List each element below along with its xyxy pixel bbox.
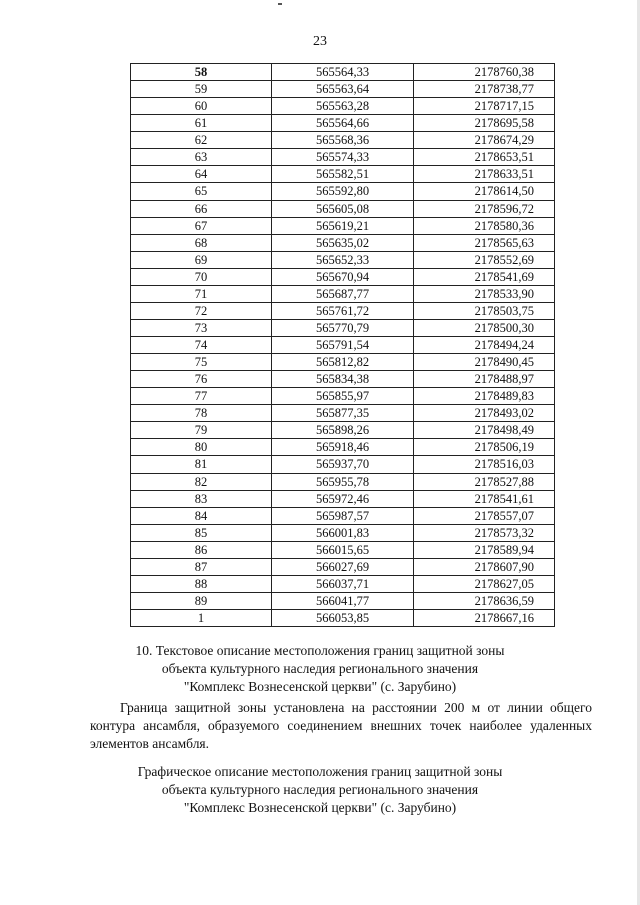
table-row	[131, 319, 555, 336]
table-row	[131, 575, 555, 592]
x-coordinate-cell: 565918,46	[272, 439, 414, 456]
x-coordinate-cell: 565574,33	[272, 149, 414, 166]
y-coordinate-cell: 2178573,32	[414, 524, 555, 541]
point-number-cell: 87	[131, 558, 272, 575]
x-coordinate-cell: 566015,65	[272, 541, 414, 558]
x-coordinate-cell: 565987,57	[272, 507, 414, 524]
x-coordinate-cell: 565619,21	[272, 217, 414, 234]
table-row	[131, 456, 555, 473]
point-number-cell: 73	[131, 319, 272, 336]
point-number-cell: 80	[131, 439, 272, 456]
table-row	[131, 490, 555, 507]
section-10-body: Граница защитной зоны установлена на расстоянии 200 м от линии общего контура ансамбля, образуемого соединением внешних точек наиболее удаленных элементов ансамбля.	[90, 700, 592, 751]
y-coordinate-cell: 2178674,29	[414, 132, 555, 149]
table-row	[131, 337, 555, 354]
table-row	[131, 268, 555, 285]
point-number-cell: 86	[131, 541, 272, 558]
x-coordinate-cell: 565761,72	[272, 302, 414, 319]
x-coordinate-cell: 565855,97	[272, 388, 414, 405]
point-number-cell: 70	[131, 268, 272, 285]
y-coordinate-cell: 2178738,77	[414, 81, 555, 98]
x-coordinate-cell: 566041,77	[272, 592, 414, 609]
table-row	[131, 234, 555, 251]
x-coordinate-cell: 566001,83	[272, 524, 414, 541]
point-number-cell: 60	[131, 98, 272, 115]
x-coordinate-cell: 565898,26	[272, 422, 414, 439]
x-coordinate-cell: 565635,02	[272, 234, 414, 251]
y-coordinate-cell: 2178498,49	[414, 422, 555, 439]
table-row	[131, 217, 555, 234]
point-number-cell: 65	[131, 183, 272, 200]
table-row	[131, 610, 555, 627]
point-number-cell: 59	[131, 81, 272, 98]
table-row	[131, 507, 555, 524]
point-number-cell: 61	[131, 115, 272, 132]
y-coordinate-cell: 2178500,30	[414, 319, 555, 336]
point-number-cell: 74	[131, 337, 272, 354]
point-number-cell: 85	[131, 524, 272, 541]
y-coordinate-cell: 2178565,63	[414, 234, 555, 251]
x-coordinate-cell: 566037,71	[272, 575, 414, 592]
point-number-cell: 68	[131, 234, 272, 251]
y-coordinate-cell: 2178494,24	[414, 337, 555, 354]
table-row	[131, 285, 555, 302]
graphic-title-line: объекта культурного наследия регионального значения	[161, 782, 479, 797]
point-number-cell: 62	[131, 132, 272, 149]
y-coordinate-cell: 2178695,58	[414, 115, 555, 132]
y-coordinate-cell: 2178527,88	[414, 473, 555, 490]
table-row	[131, 371, 555, 388]
section-10-title-line: объекта культурного наследия регионального значения	[161, 661, 479, 676]
point-number-cell: 79	[131, 422, 272, 439]
table-row	[131, 149, 555, 166]
point-number-cell: 66	[131, 200, 272, 217]
x-coordinate-cell: 565582,51	[272, 166, 414, 183]
table-row	[131, 541, 555, 558]
y-coordinate-cell: 2178653,51	[414, 149, 555, 166]
point-number-cell: 69	[131, 251, 272, 268]
point-number-cell: 76	[131, 371, 272, 388]
x-coordinate-cell: 565563,64	[272, 81, 414, 98]
y-coordinate-cell: 2178503,75	[414, 302, 555, 319]
y-coordinate-cell: 2178489,83	[414, 388, 555, 405]
table-row	[131, 405, 555, 422]
table-row	[131, 388, 555, 405]
table-row	[131, 132, 555, 149]
coordinates-table-body	[131, 64, 555, 627]
table-row	[131, 166, 555, 183]
y-coordinate-cell: 2178667,16	[414, 610, 555, 627]
point-number-cell: 67	[131, 217, 272, 234]
table-row	[131, 64, 555, 81]
y-coordinate-cell: 2178557,07	[414, 507, 555, 524]
table-row	[131, 81, 555, 98]
x-coordinate-cell: 565564,33	[272, 64, 414, 81]
y-coordinate-cell: 2178589,94	[414, 541, 555, 558]
y-coordinate-cell: 2178541,61	[414, 490, 555, 507]
table-row	[131, 558, 555, 575]
point-number-cell: 72	[131, 302, 272, 319]
point-number-cell: 75	[131, 354, 272, 371]
section-10-title-line: "Комплекс Вознесенской церкви" (с. Зарубино)	[183, 679, 457, 694]
x-coordinate-cell: 566053,85	[272, 610, 414, 627]
table-row	[131, 183, 555, 200]
y-coordinate-cell: 2178760,38	[414, 64, 555, 81]
scan-artifact	[278, 3, 282, 5]
table-row	[131, 592, 555, 609]
table-row	[131, 251, 555, 268]
section-10-title-line: 10. Текстовое описание местоположения границ защитной зоны	[135, 643, 505, 658]
point-number-cell: 84	[131, 507, 272, 524]
page-number: 23	[313, 34, 327, 49]
point-number-cell: 71	[131, 285, 272, 302]
graphic-title-line: Графическое описание местоположения границ защитной зоны	[137, 764, 503, 779]
y-coordinate-cell: 2178633,51	[414, 166, 555, 183]
y-coordinate-cell: 2178717,15	[414, 98, 555, 115]
y-coordinate-cell: 2178490,45	[414, 354, 555, 371]
y-coordinate-cell: 2178580,36	[414, 217, 555, 234]
table-row	[131, 354, 555, 371]
x-coordinate-cell: 565670,94	[272, 268, 414, 285]
table-row	[131, 115, 555, 132]
y-coordinate-cell: 2178533,90	[414, 285, 555, 302]
x-coordinate-cell: 565592,80	[272, 183, 414, 200]
y-coordinate-cell: 2178627,05	[414, 575, 555, 592]
point-number-cell: 82	[131, 473, 272, 490]
x-coordinate-cell: 565955,78	[272, 473, 414, 490]
x-coordinate-cell: 565652,33	[272, 251, 414, 268]
table-row	[131, 439, 555, 456]
x-coordinate-cell: 565568,36	[272, 132, 414, 149]
y-coordinate-cell: 2178552,69	[414, 251, 555, 268]
table-row	[131, 98, 555, 115]
x-coordinate-cell: 565834,38	[272, 371, 414, 388]
point-number-cell: 1	[131, 610, 272, 627]
point-number-cell: 83	[131, 490, 272, 507]
table-row	[131, 524, 555, 541]
x-coordinate-cell: 565605,08	[272, 200, 414, 217]
x-coordinate-cell: 565812,82	[272, 354, 414, 371]
table-row	[131, 422, 555, 439]
point-number-cell: 81	[131, 456, 272, 473]
point-number-cell: 58	[131, 64, 272, 81]
table-row	[131, 302, 555, 319]
y-coordinate-cell: 2178596,72	[414, 200, 555, 217]
x-coordinate-cell: 565877,35	[272, 405, 414, 422]
y-coordinate-cell: 2178607,90	[414, 558, 555, 575]
y-coordinate-cell: 2178541,69	[414, 268, 555, 285]
graphic-title-line: "Комплекс Вознесенской церкви" (с. Зарубино)	[183, 800, 457, 815]
x-coordinate-cell: 566027,69	[272, 558, 414, 575]
x-coordinate-cell: 565687,77	[272, 285, 414, 302]
y-coordinate-cell: 2178516,03	[414, 456, 555, 473]
y-coordinate-cell: 2178636,59	[414, 592, 555, 609]
graphic-description-title	[0, 763, 640, 817]
y-coordinate-cell: 2178614,50	[414, 183, 555, 200]
table-row	[131, 473, 555, 490]
section-10-title	[0, 642, 640, 696]
coordinates-table	[130, 63, 555, 627]
y-coordinate-cell: 2178493,02	[414, 405, 555, 422]
table-row	[131, 200, 555, 217]
x-coordinate-cell: 565972,46	[272, 490, 414, 507]
x-coordinate-cell: 565791,54	[272, 337, 414, 354]
point-number-cell: 63	[131, 149, 272, 166]
y-coordinate-cell: 2178488,97	[414, 371, 555, 388]
x-coordinate-cell: 565770,79	[272, 319, 414, 336]
y-coordinate-cell: 2178506,19	[414, 439, 555, 456]
x-coordinate-cell: 565563,28	[272, 98, 414, 115]
point-number-cell: 77	[131, 388, 272, 405]
x-coordinate-cell: 565564,66	[272, 115, 414, 132]
point-number-cell: 78	[131, 405, 272, 422]
x-coordinate-cell: 565937,70	[272, 456, 414, 473]
point-number-cell: 64	[131, 166, 272, 183]
point-number-cell: 89	[131, 592, 272, 609]
point-number-cell: 88	[131, 575, 272, 592]
